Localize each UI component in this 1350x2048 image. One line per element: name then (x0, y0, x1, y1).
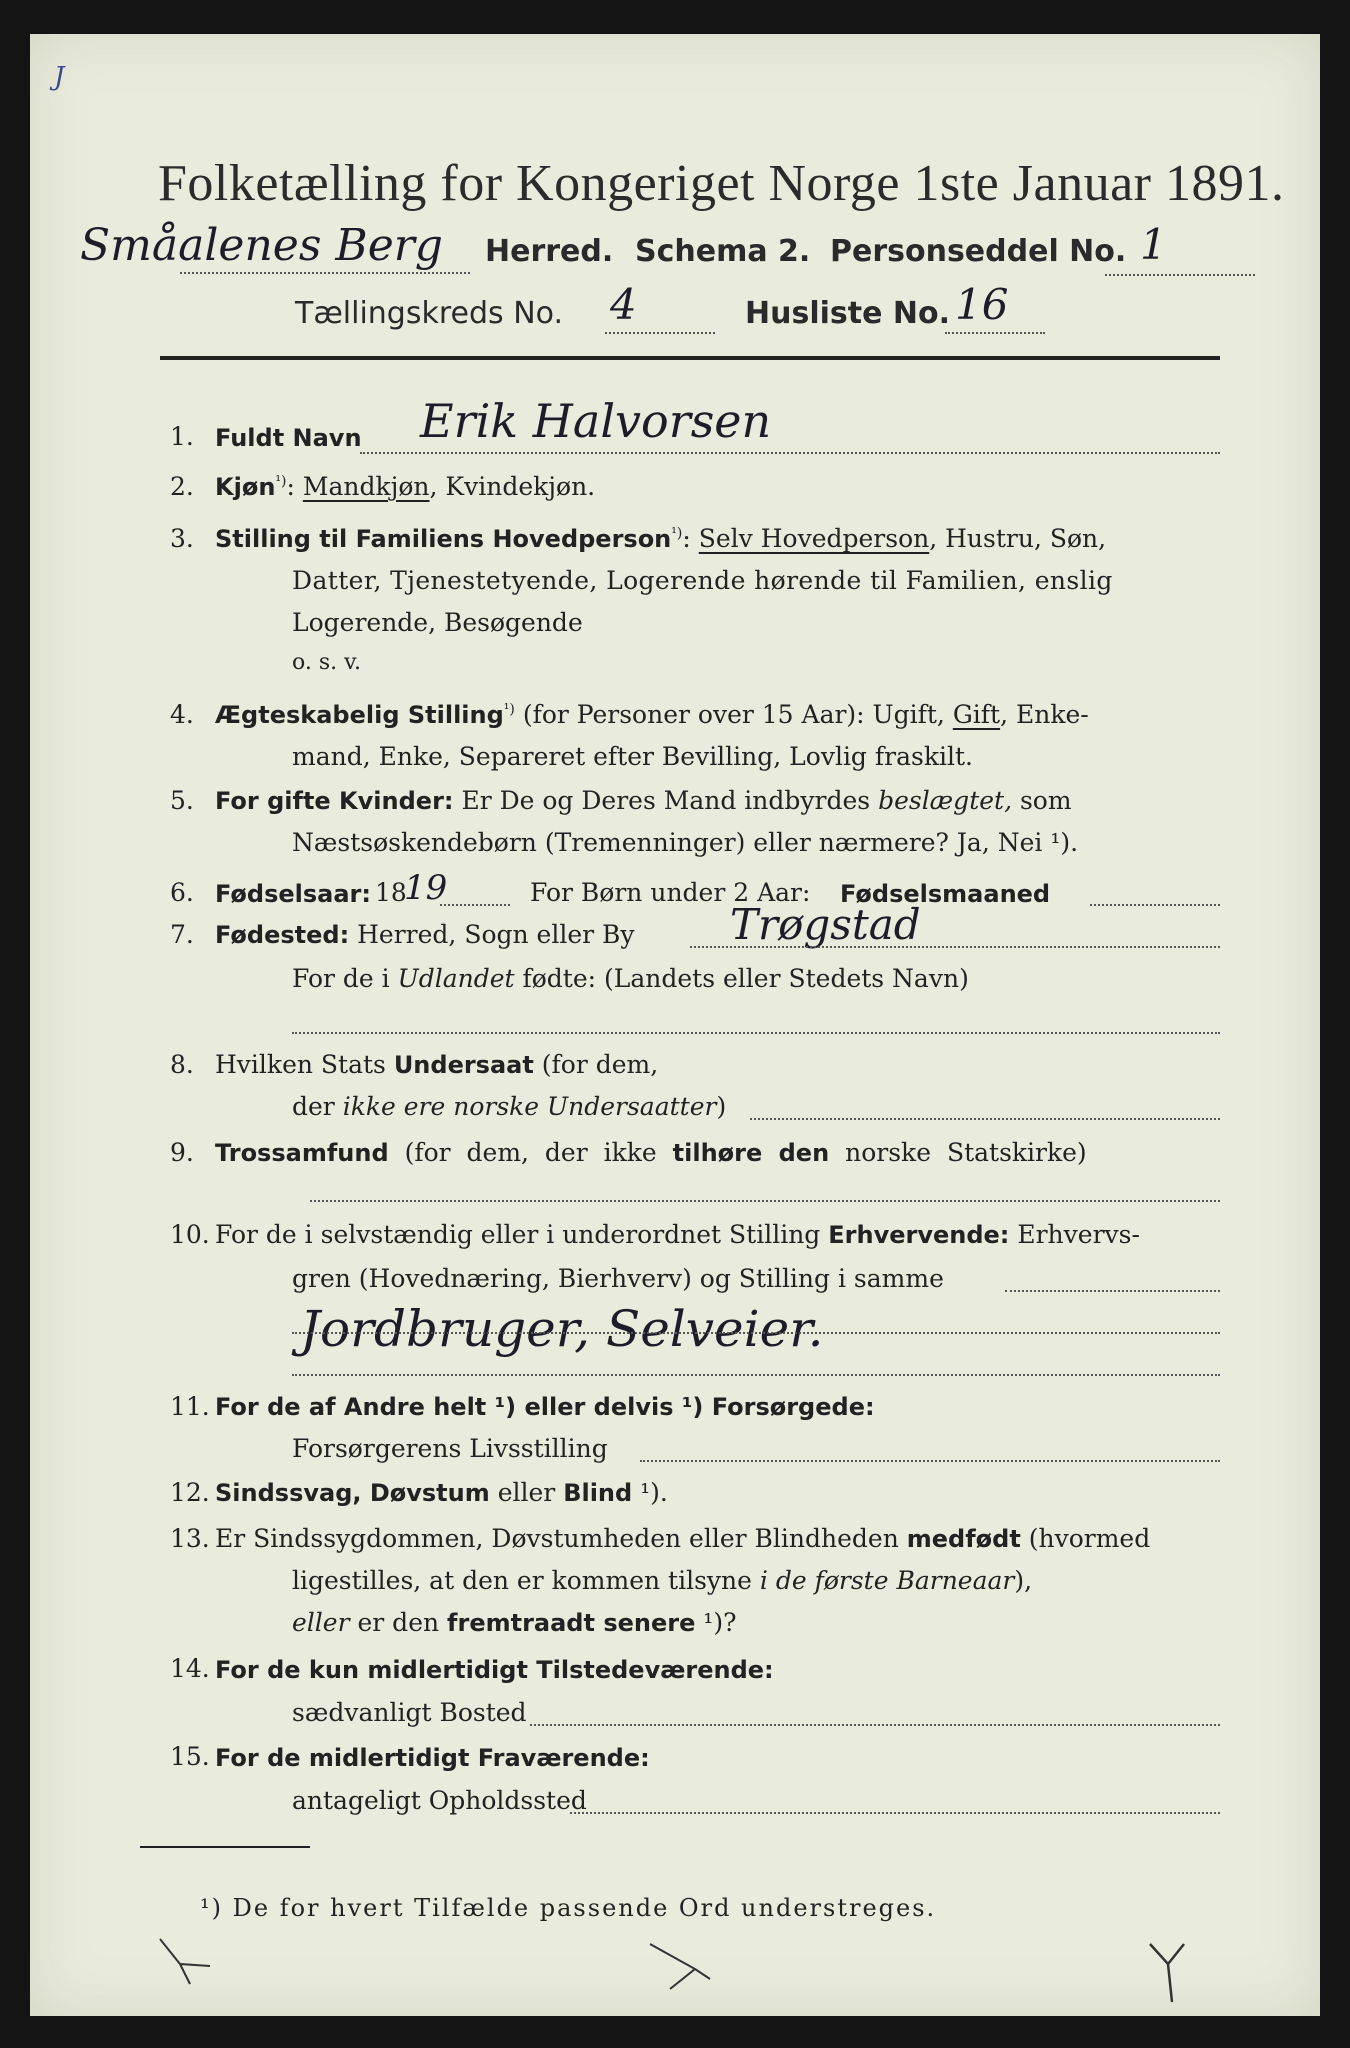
item-11-label: Forsørgede: (711, 1393, 875, 1421)
item-12-line-1 (215, 1478, 668, 1507)
item-14-line-2: sædvanligt Bosted (292, 1698, 527, 1727)
item-7-line-2a: For de i (292, 964, 398, 993)
corner-mark: J (54, 62, 65, 92)
item-4-number: 4. (170, 700, 194, 729)
municipality-handwritten: Småalenes Berg (80, 220, 443, 271)
item-9-number: 9. (170, 1138, 194, 1167)
birth-year-value: 19 (404, 868, 448, 908)
item-3-number: 3. (170, 524, 194, 553)
registration-marks (150, 1934, 1250, 2014)
item-13-text: Er Sindssygdommen, Døvstumheden eller Blindheden (215, 1524, 907, 1553)
item-15-label: For de midlertidigt Fraværende: (215, 1744, 650, 1772)
item-6-text: For Børn under 2 Aar: (530, 878, 811, 907)
birthplace-value: Trøgstad (730, 900, 921, 949)
item-11-number: 11. (170, 1392, 210, 1421)
kreds-label: Tællingskreds No. (295, 296, 563, 331)
item-6-number: 6. (170, 878, 194, 907)
item-13-line-1 (215, 1524, 1150, 1553)
footnote: ¹) De for hvert Tilfælde passende Ord understreges. (200, 1894, 937, 1922)
item-10-line-1 (215, 1220, 1140, 1249)
item-7-line-2i: Udlandet (397, 964, 515, 993)
item-13-line-3 (292, 1608, 737, 1637)
item-7-abroad-dots (292, 1032, 1220, 1034)
item-7-label: Fødested: (215, 921, 350, 949)
item-3-line-2: Datter, Tjenestetyende, Logerende hørende til Familien, enslig (292, 566, 1113, 595)
item-4-sup: ¹) (503, 701, 515, 718)
item-8-line-2 (292, 1092, 726, 1121)
item-10-label: Erhvervende: (828, 1221, 1010, 1249)
item-8-text1: Hvilken Stats (215, 1050, 394, 1079)
item-4-line-1 (215, 700, 1089, 729)
item-9-dots (310, 1200, 1220, 1202)
item-10-number: 10. (170, 1220, 210, 1249)
item-11-dots (640, 1460, 1220, 1462)
personseddel-number: 1 (1140, 220, 1167, 269)
item-4-rest: , Enke- (1000, 700, 1089, 729)
item-12-label: Sindssvag, Døvstum (215, 1479, 490, 1507)
item-2-number: 2. (170, 472, 194, 501)
item-15-dots (570, 1812, 1220, 1814)
kreds-number: 4 (610, 280, 637, 329)
mark-left (160, 1939, 210, 1984)
husliste-dots (945, 332, 1045, 334)
item-14-dots (530, 1724, 1220, 1726)
herred-label: Herred. (485, 234, 614, 269)
item-12-number: 12. (170, 1478, 210, 1507)
item-3-rest: , Hustru, Søn, (929, 524, 1107, 553)
item-10-dots-2 (292, 1374, 1220, 1376)
item-12-text: eller (489, 1478, 564, 1507)
census-form (30, 34, 1320, 2016)
item-13-line-3i: eller (292, 1608, 350, 1637)
item-10-rest: Erhvervs- (1009, 1220, 1140, 1249)
item-3-line-4: o. s. v. (292, 650, 361, 675)
schema-label: Schema 2. (635, 234, 811, 269)
item-15-line-2: antageligt Opholdssted (292, 1786, 587, 1815)
item-4-text: (for Personer over 15 Aar): Ugift, (514, 700, 953, 729)
item-13-line-2a: ligestilles, at den er kommen tilsyne (292, 1566, 760, 1595)
item-5-line-2: Næstsøskendebørn (Tremenninger) eller nærmere? Ja, Nei ¹). (292, 828, 1079, 857)
item-10-text: For de i selvstændig eller i underordnet Stilling (215, 1220, 829, 1249)
item-6-label-2: Fødselsmaaned (840, 880, 1051, 908)
item-2-line (215, 472, 595, 501)
item-13-line-3c: ¹)? (695, 1608, 737, 1637)
item-3-colon: : (682, 524, 699, 553)
item-4-selected: Gift (952, 700, 1001, 729)
item-2-rest: , Kvindekjøn. (429, 472, 596, 501)
item-5-number: 5. (170, 786, 194, 815)
item-15-number: 15. (170, 1742, 210, 1771)
item-2-selected: Mandkjøn (302, 472, 430, 501)
item-9-text: (for dem, der ikke (388, 1138, 673, 1167)
item-13-line-2i: i de første Barneaar (759, 1566, 1015, 1595)
item-13-number: 13. (170, 1524, 210, 1553)
item-1-dots (360, 452, 1220, 454)
item-3-line-1 (215, 524, 1106, 553)
item-12-rest: ¹). (632, 1478, 668, 1507)
item-11-line-1 (215, 1392, 875, 1421)
item-6-month-dots (1090, 904, 1220, 906)
item-7-text: Herred, Sogn eller By (349, 920, 635, 949)
item-10-line-2: gren (Hovednæring, Bierhverv) og Stilling i samme (292, 1264, 944, 1293)
item-5-label: For gifte Kvinder: (215, 787, 454, 815)
item-7-number: 7. (170, 920, 194, 949)
item-5-rest: som (1012, 786, 1072, 815)
mark-center (650, 1944, 710, 1989)
full-name-value: Erik Halvorsen (420, 394, 772, 448)
item-8-line-2b: ) (716, 1092, 727, 1121)
item-2-text: : (286, 472, 303, 501)
item-1-number: 1. (170, 422, 194, 451)
item-9-label: Trossamfund (215, 1139, 389, 1167)
item-7-dots (690, 946, 1220, 948)
item-13-rest: (hvormed (1020, 1524, 1151, 1553)
form-title: Folketælling for Kongeriget Norge 1ste Januar 1891. (158, 155, 1285, 212)
birth-year-prefix: 18 (375, 878, 407, 907)
item-4-label: Ægteskabelig Stilling (215, 701, 504, 729)
item-13-line-3b: fremtraadt senere (447, 1609, 696, 1637)
item-14-label: For de kun midlertidigt Tilstedeværende: (215, 1656, 774, 1684)
item-13-label: medfødt (906, 1525, 1021, 1553)
item-6-label: Fødselsaar: (215, 880, 371, 908)
item-7-line-2 (292, 964, 969, 993)
mark-right (1150, 1944, 1184, 2002)
item-8-line-1 (215, 1050, 658, 1079)
item-3-selected: Selv Hovedperson (698, 524, 930, 553)
item-9-line-1 (215, 1138, 1087, 1167)
item-10-dots-1 (292, 1332, 1220, 1334)
item-8-label: Undersaat (393, 1051, 534, 1079)
husliste-number: 16 (955, 280, 1009, 329)
municipality-dots (180, 272, 470, 274)
item-13-line-3a: er den (349, 1608, 448, 1637)
item-8-dots (750, 1118, 1220, 1120)
item-8-text2: (for dem, (533, 1050, 659, 1079)
item-8-number: 8. (170, 1050, 194, 1079)
husliste-label: Husliste No. (745, 296, 950, 331)
item-2-sup: ¹) (275, 473, 287, 490)
item-13-line-2 (292, 1566, 1032, 1595)
item-11-text: For de af Andre helt ¹) eller delvis ¹) (215, 1393, 712, 1421)
item-1-label: Fuldt Navn (215, 424, 362, 452)
occupation-value: Jordbruger, Selveier. (300, 1300, 824, 1358)
item-5-text: Er De og Deres Mand indbyrdes (453, 786, 879, 815)
personseddel-dots (1105, 274, 1255, 276)
footnote-rule (140, 1846, 310, 1848)
kreds-dots (605, 332, 715, 334)
item-5-line-1 (215, 786, 1072, 815)
item-13-line-2b: ), (1014, 1566, 1033, 1595)
item-9-bold: tilhøre den (672, 1139, 830, 1167)
item-3-label: Stilling til Familiens Hovedperson (215, 525, 672, 553)
item-11-line-2: Forsørgerens Livsstilling (292, 1434, 608, 1463)
item-7-line-2b: fødte: (Landets eller Stedets Navn) (514, 964, 969, 993)
personseddel-label: Personseddel No. (830, 234, 1127, 269)
item-8-line-2a: der (292, 1092, 343, 1121)
item-9-rest: norske Statskirke) (829, 1138, 1087, 1167)
item-4-line-2: mand, Enke, Separeret efter Bevilling, Lovlig fraskilt. (292, 742, 973, 771)
item-5-italic: beslægtet, (878, 786, 1013, 815)
item-12-label-2: Blind (563, 1479, 633, 1507)
item-3-line-3: Logerende, Besøgende (292, 608, 583, 637)
header-rule (160, 356, 1220, 360)
item-8-line-2i: ikke ere norske Undersaatter (342, 1092, 717, 1121)
item-14-number: 14. (170, 1654, 210, 1683)
item-2-label: Kjøn (215, 473, 276, 501)
item-10-line-2-dots (1005, 1290, 1220, 1292)
item-3-sup: ¹) (671, 525, 683, 542)
item-6-year-dots (440, 904, 510, 906)
item-7-line-1 (215, 920, 635, 949)
